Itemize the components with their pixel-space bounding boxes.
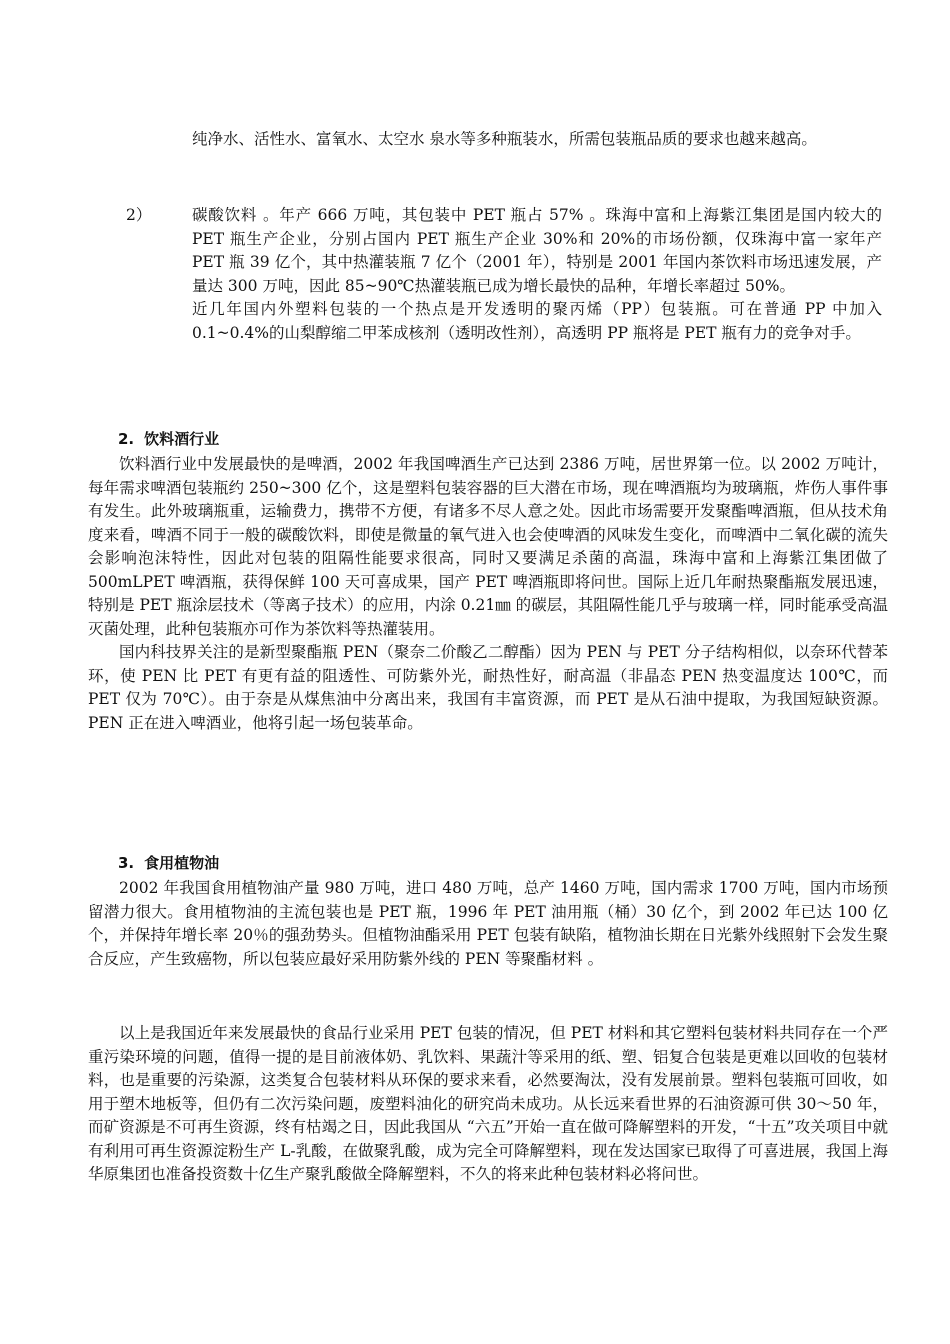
- item-2-paragraph-1: 碳酸饮料 。年产 666 万吨，其包装中 PET 瓶占 57% 。珠海中富和上海紫江集团是国内较大的 PET 瓶生产企业，分别占国内 PET 瓶生产企业 30%和 20%的市场份额，仅珠海中富一家年产 PET 瓶 39 亿个，其中热灌装瓶 7 亿个（2001 年），特别是 2001 年国内茶饮料市场迅速发展，产量达 300 万吨，因此 85~90℃热灌装瓶已成为增长最快的品种，年增长率超过 50%。: [192, 206, 882, 295]
- section-2-body: [88, 453, 888, 735]
- section-3-number: 3.: [118, 854, 135, 872]
- section-3-paragraph-1: 2002 年我国食用植物油产量 980 万吨，进口 480 万吨，总产 1460 万吨，国内需求 1700 万吨，国内市场预留潜力很大。食用植物油的主流包装也是 PET 瓶，1996 年 PET 油用瓶（桶）30 亿个，到 2002 年已达 100 亿个，并保持年增长率 20％的强劲势头。但植物油酯采用 PET 包装有缺陷，植物油长期在日光紫外线照射下会发生聚合反应，产生致癌物，所以包装应最好采用防紫外线的 PEN 等聚酯材料 。: [88, 879, 888, 968]
- item-2-paragraph-2: 近几年国内外塑料包装的一个热点是开发透明的聚丙烯（PP）包装瓶。可在普通 PP 中加入 0.1~0.4%的山梨醇缩二甲苯成核剂（透明改性剂），高透明 PP 瓶将是 PET 瓶有力的竞争对手。: [192, 300, 882, 342]
- section-3-body: [88, 877, 888, 971]
- conclusion-paragraph: 以上是我国近年来发展最快的食品行业采用 PET 包装的情况，但 PET 材料和其它塑料包装材料共同存在一个严重污染环境的问题，值得一提的是目前液体奶、乳饮料、果蔬汁等采用的纸、塑、铝复合包装是更难以回收的包装材料，也是重要的污染源，这类复合包装材料从环保的要求来看，必然要淘汰，没有发展前景。塑料包装瓶可回收，如用于塑木地板等，但仍有二次污染问题，废塑料油化的研究尚未成功。从长远来看世界的石油资源可供 30～50 年，而矿资源是不可再生资源，终有枯竭之日，因此我国从 “六五”开始一直在做可降解塑料的开发，“十五”攻关项目中就有利用可再生资源淀粉生产 L-乳酸，在做聚乳酸，成为完全可降解塑料，现在发达国家已取得了可喜进展，我国上海华原集团也准备投资数十亿生产聚乳酸做全降解塑料，不久的将来此种包装材料必将问世。: [88, 1024, 888, 1183]
- section-2-paragraph-1: 饮料酒行业中发展最快的是啤酒，2002 年我国啤酒生产已达到 2386 万吨，居世界第一位。以 2002 万吨计，每年需求啤酒包装瓶约 250~300 亿个，这是塑料包装容器的巨大潜在市场，现在啤酒瓶均为玻璃瓶，炸伤人事件事有发生。此外玻璃瓶重，运输费力，携带不方便，有诸多不尽人意之处。因此市场需要开发聚酯啤酒瓶，但从技术角度来看，啤酒不同于一般的碳酸饮料，即使是微量的氧气进入也会使啤酒的风味发生变化，而啤酒中二氧化碳的流失会影响泡沫特性，因此对包装的阻隔性能要求很高，同时又要满足杀菌的高温，珠海中富和上海紫江集团做了 500mLPET 啤酒瓶，获得保鲜 100 天可喜成果，国产 PET 啤酒瓶即将问世。国际上近几年耐热聚酯瓶发展迅速，特别是 PET 瓶涂层技术（等离子技术）的应用，内涂 0.21㎜ 的碳层，其阻隔性能几乎与玻璃一样，同时能承受高温灭菌处理，此种包装瓶亦可作为茶饮料等热灌装用。: [88, 455, 888, 638]
- section-2-number: 2.: [118, 430, 135, 448]
- section-2-paragraph-2: 国内科技界关注的是新型聚酯瓶 PEN（聚奈二价酸乙二醇酯）因为 PEN 与 PET 分子结构相似，以奈环代替苯环，使 PEN 比 PET 有更有益的阻透性、可防紫外光，耐热性好，耐高温（非晶态 PEN 热变温度达 100℃，而 PET 仅为 70℃）。由于奈是从煤焦油中分离出来，我国有丰富资源，而 PET 是从石油中提取，为我国短缺资源。PEN 正在进入啤酒业，他将引起一场包装革命。: [88, 643, 888, 732]
- item-2-body: [192, 204, 882, 345]
- section-3-heading: [118, 852, 229, 876]
- section-3-title: 食用植物油: [144, 854, 220, 872]
- top-paragraph: 纯净水、活性水、富氧水、太空水 泉水等多种瓶装水，所需包装瓶品质的要求也越来越高。: [192, 130, 817, 148]
- item-2-number: 2）: [126, 206, 152, 224]
- conclusion-body: [88, 1022, 888, 1187]
- section-2-title: 饮料酒行业: [144, 430, 220, 448]
- section-2-heading: [118, 428, 229, 452]
